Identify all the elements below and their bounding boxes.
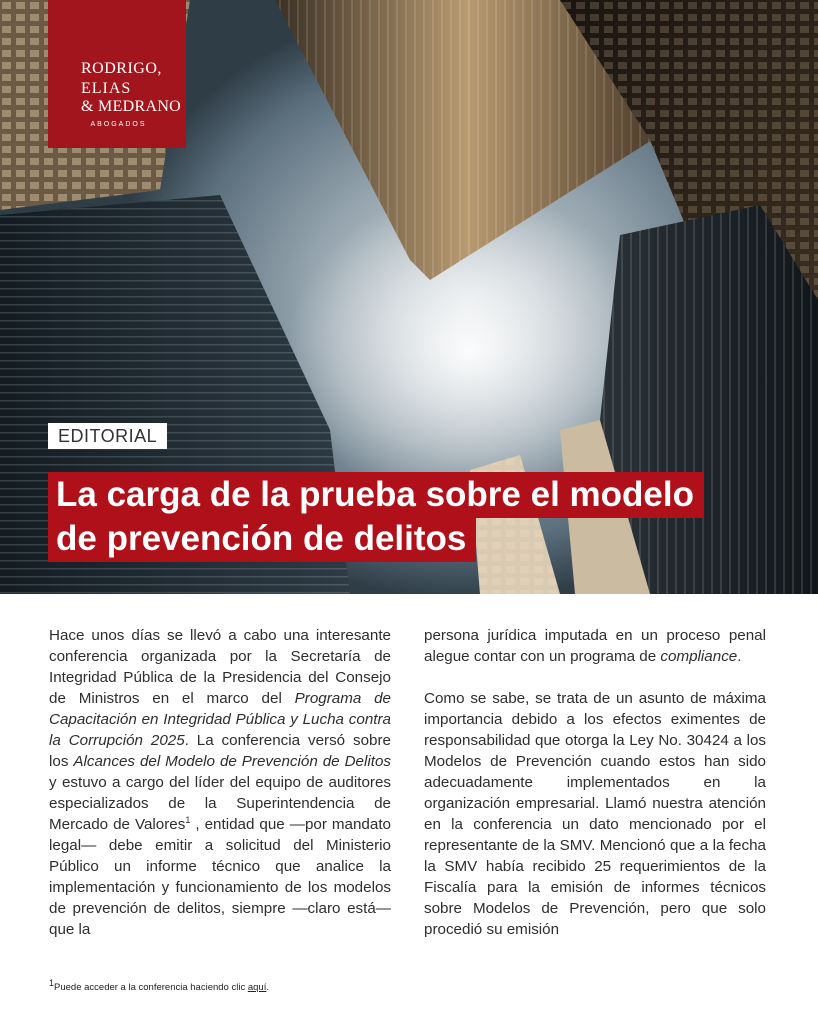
text-segment: persona jurídica imputada en un proceso penal alegue contar con un programa de <box>424 627 766 665</box>
section-tag: EDITORIAL <box>48 423 167 449</box>
footnote-text: Puede acceder a la conferencia haciendo clic <box>54 982 248 993</box>
footnote-number: 1 <box>49 977 55 988</box>
right-paragraph-2: Como se sabe, se trata de un asunto de máxima importancia debido a los efectos eximentes de responsabilidad que otorga la Ley No. 30424 a los Modelos de Prevención cuando estos han sido adecuadamente implementados en la organización empresarial. Llamó nuestra atención en la conferencia un dato mencionado por el representante de la SMV. Mencionó que a la fecha la SMV había recibido 25 requerimientos de la Fiscalía para la emisión de informes técnicos sobre Modelos de Prevención, pero que solo procedió su emisión <box>424 690 766 938</box>
footnote-ref: 1 <box>185 814 191 825</box>
right-column <box>424 625 766 940</box>
title-line-2: de prevención de delitos <box>48 516 476 562</box>
text-segment: . <box>737 648 742 665</box>
right-paragraph-1 <box>424 625 766 667</box>
left-paragraph <box>49 625 391 940</box>
logo-subtitle: ABOGADOS <box>90 121 147 128</box>
italic-segment: compliance <box>660 648 738 665</box>
logo-line-2: ELIAS <box>81 80 132 97</box>
text-segment: y estuvo a cargo del líder del equipo de auditores especializados de la Superintendencia de Mercado de Valores <box>49 774 391 833</box>
left-column <box>49 625 391 940</box>
footnote-end: . <box>266 982 269 993</box>
title-line-1: La carga de la prueba sobre el modelo <box>48 472 704 518</box>
footnote <box>49 977 269 993</box>
logo-line-3: & MEDRANO <box>81 98 182 115</box>
firm-logo <box>48 0 186 148</box>
logo-line-1: RODRIGO, <box>81 60 162 77</box>
italic-segment: Alcances del Modelo de Prevención de Delitos <box>73 753 391 770</box>
text-segment: . La conferencia versó sobre los <box>49 732 391 770</box>
footnote-link[interactable]: aquí <box>247 982 267 993</box>
italic-segment: Programa de Capacitación en Integridad Pública y Lucha contra la Corrupción 2025 <box>49 690 391 749</box>
text-segment: , entidad que —por mandato legal— debe emitir a solicitud del Ministerio Público un informe técnico que analice la implementación y funcionamiento de los modelos de prevención de delitos, siempre —claro está— que la <box>49 816 391 938</box>
text-segment: Hace unos días se llevó a cabo una interesante conferencia organizada por la Secretaría de Integridad Pública de la Presidencia del Consejo de Ministros en el marco del <box>49 627 391 707</box>
